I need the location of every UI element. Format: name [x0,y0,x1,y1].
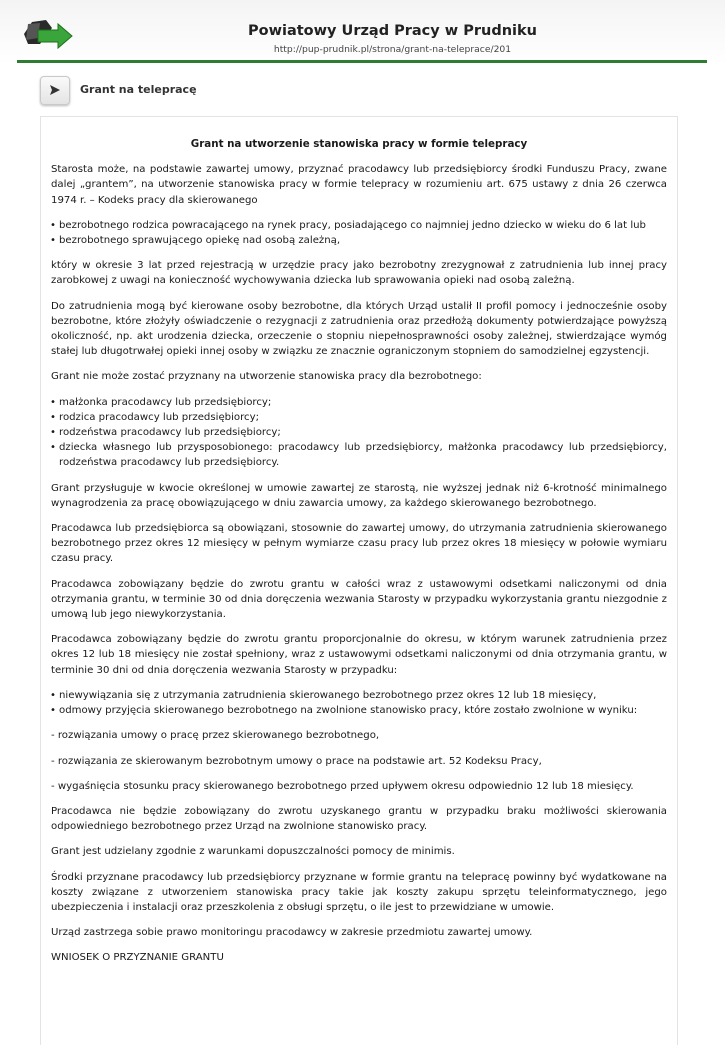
paragraph: Urząd zastrzega sobie prawo monitoringu pracodawcy w zakresie przedmiotu zawartej umowy. [51,927,533,939]
list-item-text: odmowy przyjęcia skierowanego bezrobotnego na zwolnione stanowisko pracy, które zostało zwolnione w wyniku: [59,705,638,717]
paragraph: Środki przyznane pracodawcy lub przedsiębiorcy przyznane w formie grantu na telepracę powinny być wydatkowane na koszty związane z utworzeniem stanowiska pracy takie jak koszty zakupu sprzętu teleinformatycznego, jego ubezpieczenia i instalacji oraz przeszkolenia z obsługi sprzętu, o ile jest to przewidziane w umowie. [51,871,667,913]
list-item-text: bezrobotnego rodzica powracającego na rynek pracy, posiadającego co najmniej jedno dziecko w wieku do 6 lat lub [59,219,646,231]
list-item: • odmowy przyjęcia skierowanego bezrobotnego na zwolnione stanowisko pracy, które zostało zwolnione w wyniku: [50,705,638,717]
article-heading: Grant na utworzenie stanowiska pracy w formie telepracy [190,138,528,150]
list-item-text: małżonka pracodawcy lub przedsiębiorcy; [59,396,272,408]
paragraph: który w okresie 3 lat przed rejestracją w urzędzie pracy jako bezrobotny zrezygnował z zatrudnienia lub innej pracy zarobkowej z uwagi na konieczność wychowywania dziecka lub sprawowania opieki nad osobą zależną. [51,260,667,287]
paragraph: Grant jest udzielany zgodnie z warunkami dopuszczalności pomocy de minimis. [51,846,455,858]
list-item: • dziecka własnego lub przysposobionego: pracodawcy lub przedsiębiorcy, małżonka pracodawcy lub przedsiębiorcy, rodzeństwa pracodawcy lub przedsiębiorcy. [50,442,667,469]
list-item: • rodzeństwa pracodawcy lub przedsiębiorcy; [50,427,281,439]
paragraph: - wygaśnięcia stosunku pracy skierowanego bezrobotnego przed upływem okresu odpowiednio 12 lub 18 miesięcy. [51,780,634,792]
paragraph: Pracodawca zobowiązany będzie do zwrotu grantu w całości wraz z ustawowymi odsetkami naliczonymi od dnia otrzymania grantu, w terminie 30 od dnia doręczenia wezwania Starosty w przypadku wykorzystania grantu niezgodnie z umową lub jego niewykorzystania. [51,578,667,621]
list-item-text: rodzica pracodawcy lub przedsiębiorcy; [59,411,260,423]
list-item: • bezrobotnego sprawującego opiekę nad osobą zależną, [50,235,341,247]
paragraph: Grant przysługuje w kwocie określonej w umowie zawartej ze starostą, nie wyższej jednak niż 6-krotność minimalnego wynagrodzenia za pracę obowiązującego w dniu zawarcia umowy, za każdego skierowanego bezrobotnego. [51,482,667,509]
paragraph: - rozwiązania ze skierowanym bezrobotnym umowy o prace na podstawie art. 52 Kodeksu Pracy, [51,755,542,767]
list-item: • niewywiązania się z utrzymania zatrudnienia skierowanego bezrobotnego przez okres 12 lub 18 miesięcy, [50,689,597,701]
header-divider [17,60,707,63]
arrow-logo-icon[interactable] [18,14,76,54]
list-item: • małżonka pracodawcy lub przedsiębiorcy; [50,396,272,408]
page-title: Grant na telepracę [80,83,197,96]
application-link[interactable]: WNIOSEK O PRZYZNANIE GRANTU [51,952,224,964]
article-content [40,116,678,1045]
paragraph: Starosta może, na podstawie zawartej umowy, przyznać pracodawcy lub przedsiębiorcy środki Funduszu Pracy, zwane dalej „grantem”, na utworzenie stanowiska pracy w formie telepracy w rozumieniu art. 675 ustawy z dnia 26 czerwca 1974 r. – Kodeks pracy dla skierowanego [51,164,667,206]
paragraph: - rozwiązania umowy o pracę przez skierowanego bezrobotnego, [51,730,380,742]
excluded-list [51,395,667,471]
site-header [0,0,725,64]
paragraph: Pracodawca zobowiązany będzie do zwrotu grantu proporcjonalnie do okresu, w którym warunek zatrudnienia przez okres 12 lub 18 miesięcy nie został spełniony, wraz z ustawowymi odsetkami naliczonymi od dnia otrzymania grantu, w terminie 30 dni od dnia doręczenia wezwania Starosty w przypadku: [51,634,667,676]
list-item-text: niewywiązania się z utrzymania zatrudnienia skierowanego bezrobotnego przez okres 12 lub 18 miesięcy, [59,689,597,701]
paragraph: Pracodawca lub przedsiębiorca są obowiązani, stosownie do zawartej umowy, do utrzymania zatrudnienia skierowanego bezrobotnego przez okres 12 miesięcy w pełnym wymiarze czasu pracy lub przez okres 18 miesięcy w połowie wymiaru czasu pracy. [51,523,667,565]
list-item: • bezrobotnego rodzica powracającego na rynek pracy, posiadającego co najmniej jedno dziecko w wieku do 6 lat lub [50,219,646,231]
list-item-text: dziecka własnego lub przysposobionego: pracodawcy lub przedsiębiorcy, małżonka pracodawcy lub przedsiębiorcy, rodzeństwa pracodawcy lub przedsiębiorcy. [59,442,667,469]
list-item-text: rodzeństwa pracodawcy lub przedsiębiorcy; [59,427,281,439]
eligible-list [51,218,667,248]
list-item: • rodzica pracodawcy lub przedsiębiorcy; [50,411,260,423]
site-title[interactable]: Powiatowy Urząd Pracy w Prudniku [248,23,537,39]
play-arrow-icon [40,76,70,105]
list-item-text: bezrobotnego sprawującego opiekę nad osobą zależną, [59,235,341,247]
refund-cases-list [51,688,667,718]
page-url: http://pup-prudnik.pl/strona/grant-na-teleprace/201 [273,44,512,55]
paragraph: Pracodawca nie będzie zobowiązany do zwrotu uzyskanego grantu w przypadku braku możliwości skierowania odpowiedniego bezrobotnego przez Urząd na zwolnione stanowisko pracy. [51,805,667,833]
paragraph: Do zatrudnienia mogą być kierowane osoby bezrobotne, dla których Urząd ustalił II profil pomocy i jednocześnie osoby bezrobotne, które złożyły oświadczenie o rezygnacji z zatrudnienia oraz przedłożą dokumenty potwierdzające powyższą okoliczność, np. akt urodzenia dziecka, orzeczenie o stopniu niepełnosprawności osoby zależnej, stwierdzające wymóg stałej lub długotrwałej opieki innej osoby w związku ze znacznie ograniczonym stopniem do samodzielnej egzystencji. [51,300,667,358]
paragraph: Grant nie może zostać przyznany na utworzenie stanowiska pracy dla bezrobotnego: [51,371,482,383]
